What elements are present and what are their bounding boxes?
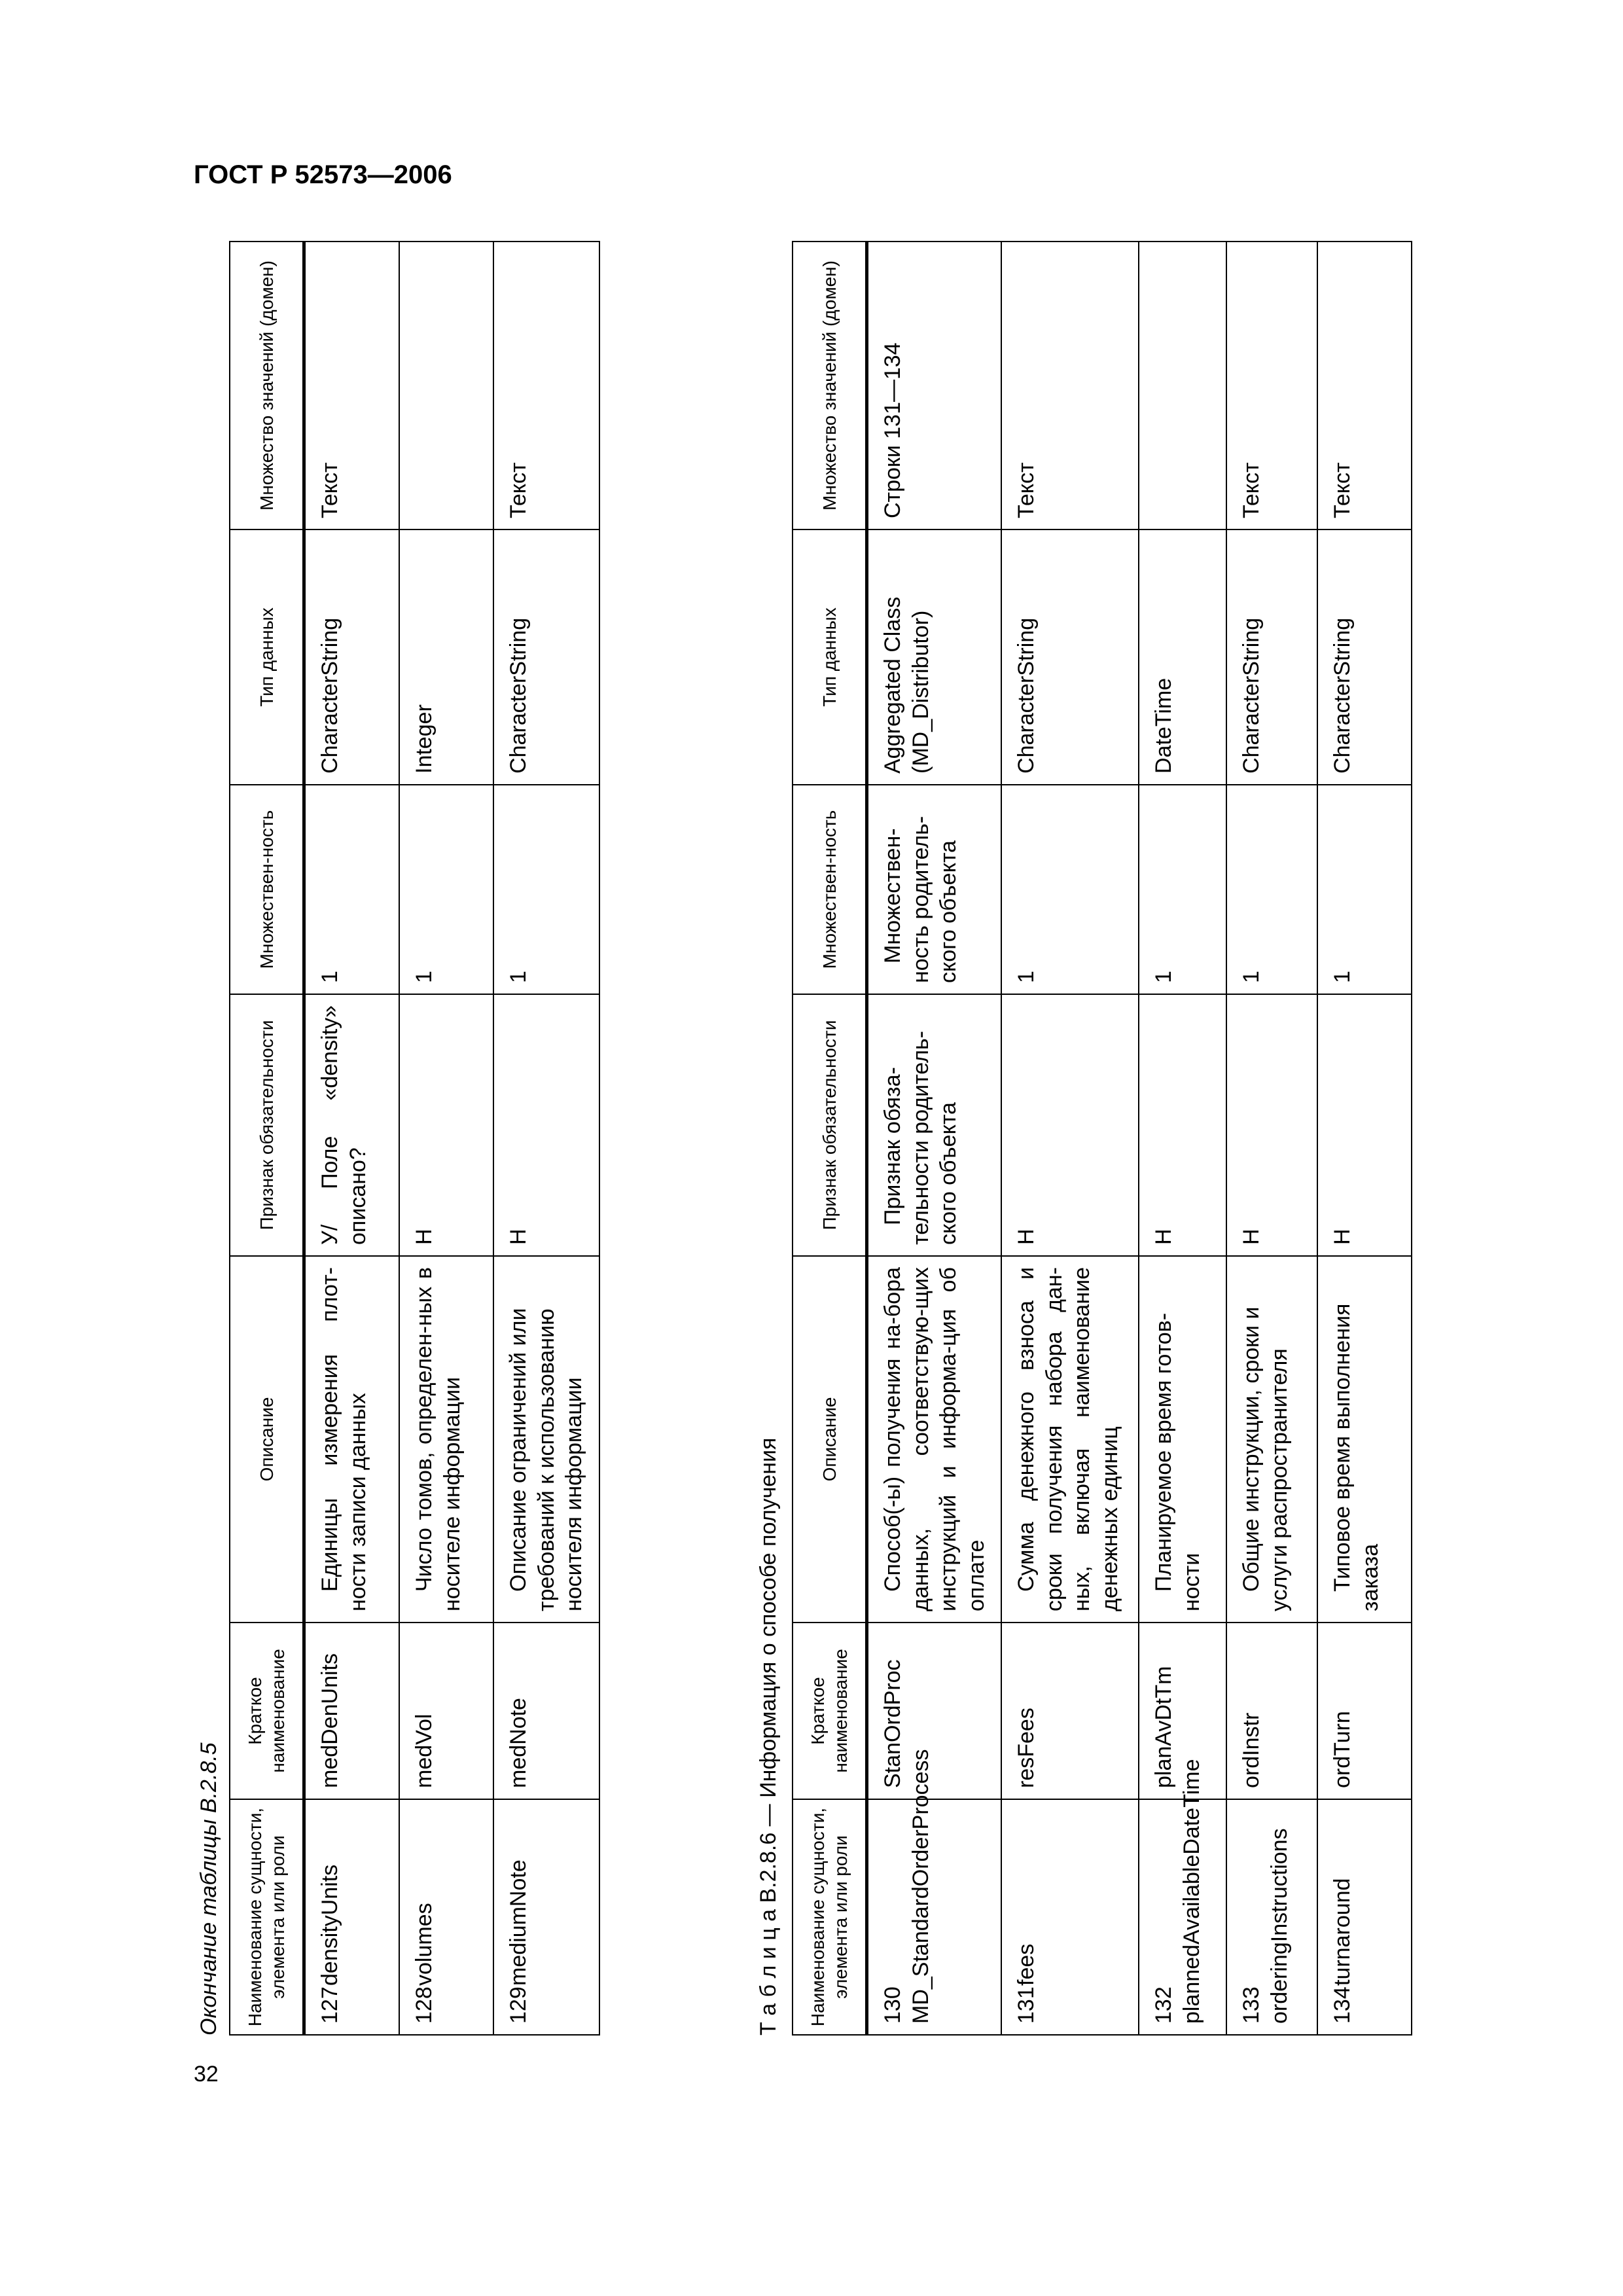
row-number: 131: [1014, 1986, 1039, 2024]
element-name: turnaround: [1330, 1878, 1355, 1986]
cell-type: CharacterString: [1001, 529, 1139, 785]
table-row: [304, 242, 400, 2035]
cell-type: CharacterString: [304, 529, 400, 785]
cell-description: Способ(-ы) получения на-бора данных, соответствую-щих инструкций и информа-ция об оплате: [867, 1256, 1002, 1623]
table-2: [792, 241, 1412, 2036]
element-name: volumes: [412, 1903, 437, 1986]
column-header: Множество значений (домен): [230, 242, 304, 529]
cell-domain: Текст: [1001, 242, 1139, 529]
column-header: Множествен-ность: [793, 785, 867, 994]
cell-multiplicity: Множествен-ность родитель-ского объекта: [867, 785, 1002, 994]
cell-name: [1139, 1759, 1226, 2035]
column-header: Наименование сущности, элемента или роли: [230, 1799, 304, 2035]
cell-type: CharacterString: [1226, 529, 1317, 785]
cell-multiplicity: 1: [493, 785, 599, 994]
column-header: Описание: [230, 1256, 304, 1623]
column-header: Признак обязательности: [793, 994, 867, 1256]
cell-domain: Текст: [1226, 242, 1317, 529]
cell-short: StanOrdProc: [867, 1623, 1002, 1799]
cell-short: ordTurn: [1317, 1623, 1412, 1799]
row-number: 130: [880, 1986, 905, 2024]
column-header: Множество значений (домен): [793, 242, 867, 529]
cell-multiplicity: 1: [1001, 785, 1139, 994]
cell-obligation: Н: [493, 994, 599, 1256]
cell-description: Общие инструкции, сроки и услуги распространителя: [1226, 1256, 1317, 1623]
column-header: Тип данных: [793, 529, 867, 785]
cell-domain: Текст: [1317, 242, 1412, 529]
row-number: 132: [1151, 1986, 1176, 2024]
table-row: [399, 242, 493, 2035]
document-header: ГОСТ Р 52573—2006: [194, 160, 452, 189]
row-number: 127: [317, 1986, 342, 2024]
column-header: Признак обязательности: [230, 994, 304, 1256]
cell-description: Описание ограничений или требований к использованию носителя информации: [493, 1256, 599, 1623]
table-header-row: [793, 242, 867, 2035]
cell-obligation: Н: [1001, 994, 1139, 1256]
cell-obligation: У/ Поле «density» описано?: [304, 994, 400, 1256]
cell-description: Единицы измерения плот-ности записи данных: [304, 1256, 400, 1623]
cell-description: Число томов, определен-ных в носителе информации: [399, 1256, 493, 1623]
rotated-content: [196, 203, 1505, 2036]
cell-obligation: Н: [1139, 994, 1226, 1256]
cell-multiplicity: 1: [304, 785, 400, 994]
column-header: Описание: [793, 1256, 867, 1623]
element-name: fees: [1014, 1943, 1039, 1986]
table-header-row: [230, 242, 304, 2035]
cell-type: Integer: [399, 529, 493, 785]
cell-type: CharacterString: [493, 529, 599, 785]
cell-short: medNote: [493, 1623, 599, 1799]
cell-domain: [1139, 242, 1226, 529]
element-name: densityUnits: [317, 1864, 342, 1986]
page-number: 32: [194, 2062, 219, 2087]
cell-description: Типовое время выполнения заказа: [1317, 1256, 1412, 1623]
cell-multiplicity: 1: [399, 785, 493, 994]
element-name: orderingInstructions: [1266, 1828, 1292, 2024]
element-name: plannedAvailableDateTime: [1179, 1759, 1204, 2024]
row-number: 129: [506, 1986, 531, 2024]
cell-description: Сумма денежного взноса и сроки получения набора дан-ных, включая наименование денежных единиц: [1001, 1256, 1139, 1623]
table1-caption: Окончание таблицы В.2.8.5: [196, 1742, 221, 2036]
table-row: [1001, 242, 1139, 2035]
cell-obligation: Н: [1226, 994, 1317, 1256]
cell-name: [304, 1799, 400, 2035]
row-number: 133: [1239, 1986, 1264, 2024]
cell-domain: [399, 242, 493, 529]
table-row: [1317, 242, 1412, 2035]
cell-short: ordInstr: [1226, 1623, 1317, 1799]
row-number: 134: [1330, 1986, 1355, 2024]
column-header: Множествен-ность: [230, 785, 304, 994]
cell-obligation: Признак обяза-тельности родитель-ского объекта: [867, 994, 1002, 1256]
cell-type: CharacterString: [1317, 529, 1412, 785]
cell-short: medDenUnits: [304, 1623, 400, 1799]
cell-short: resFees: [1001, 1623, 1139, 1799]
table2-caption: Т а б л и ц а В.2.8.6 — Информация о способе получения: [756, 1437, 781, 2036]
column-header: Краткое наименование: [230, 1623, 304, 1799]
table-row: [1226, 242, 1317, 2035]
cell-name: [493, 1799, 599, 2035]
table-row: [867, 242, 1002, 2035]
cell-name: [399, 1799, 493, 2035]
element-name: MD_StandardOrderProcess: [908, 1749, 933, 2024]
cell-multiplicity: 1: [1226, 785, 1317, 994]
cell-type: Aggregated Class (MD_Distributor): [867, 529, 1002, 785]
cell-domain: Текст: [304, 242, 400, 529]
cell-domain: Строки 131—134: [867, 242, 1002, 529]
cell-short: medVol: [399, 1623, 493, 1799]
column-header: Краткое наименование: [793, 1623, 867, 1799]
cell-short: planAvDtTm: [1139, 1623, 1226, 1799]
row-number: 128: [412, 1986, 437, 2024]
cell-name: [1226, 1799, 1317, 2035]
table-row: [493, 242, 599, 2035]
cell-name: [1317, 1799, 1412, 2035]
column-header: Наименование сущности, элемента или роли: [793, 1799, 867, 2035]
table-row: [1139, 242, 1226, 2035]
column-header: Тип данных: [230, 529, 304, 785]
table-1: [229, 241, 600, 2036]
cell-obligation: Н: [399, 994, 493, 1256]
cell-name: [1001, 1799, 1139, 2035]
cell-multiplicity: 1: [1317, 785, 1412, 994]
cell-name: [867, 1749, 1002, 2035]
cell-description: Планируемое время готов-ности: [1139, 1256, 1226, 1623]
cell-obligation: Н: [1317, 994, 1412, 1256]
element-name: mediumNote: [506, 1859, 531, 1986]
cell-multiplicity: 1: [1139, 785, 1226, 994]
cell-domain: Текст: [493, 242, 599, 529]
cell-type: DateTime: [1139, 529, 1226, 785]
